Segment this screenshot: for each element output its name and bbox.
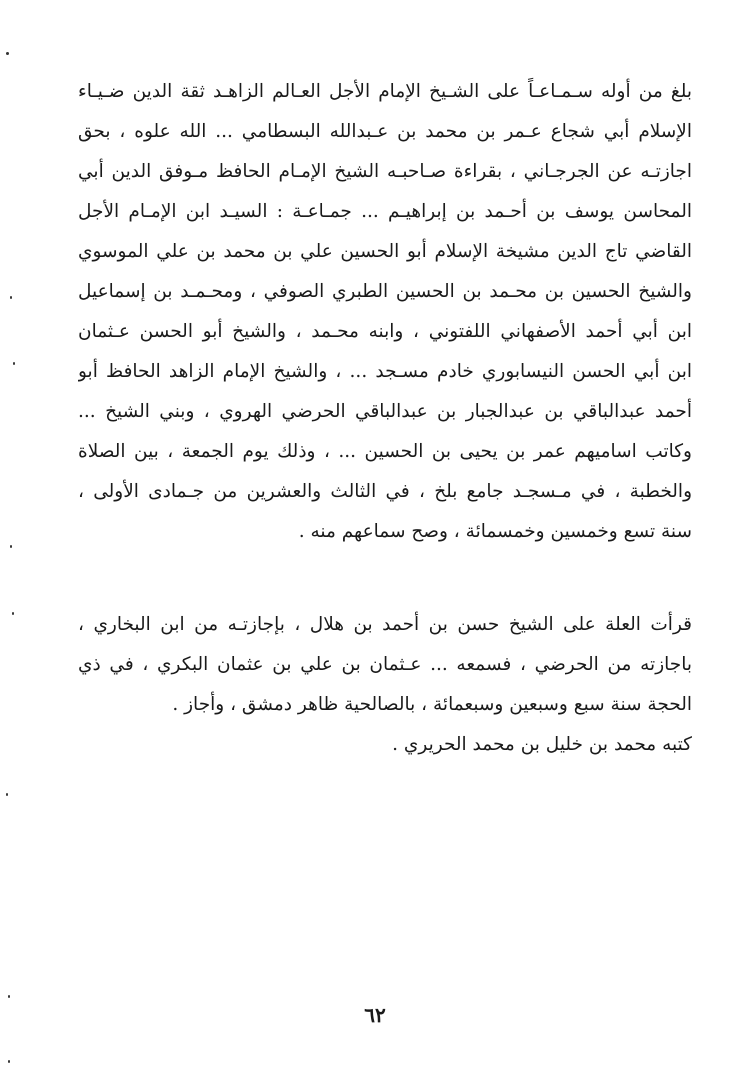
text-line: سنة تسع وخمسين وخمسمائة ، وصح سماعهم منه . [298, 521, 692, 542]
text-line: الحجة سنة سبع وسبعين وسبعمائة ، بالصالحية ظاهر دمشق ، وأجاز . [172, 694, 692, 715]
signature-line: كتبه محمد بن خليل بن محمد الحريري . [392, 734, 692, 755]
text-line: الإسلام أبي شجاع عـمر بن محمد بن عـبدالله البسطامي ... الله علوه ، بحق [78, 121, 692, 142]
scan-speck [10, 296, 12, 299]
text-line: ابن أبي أحمد الأصفهاني اللفتوني ، وابنه محـمد ، والشيخ أبو الحسن عـثمان [78, 321, 692, 342]
text-line: ابن أبي الحسن النيسابوري خادم مسـجد ... ، والشيخ الإمام الزاهد الحافظ أبو [78, 361, 692, 382]
text-line: بلغ من أوله سـمـاعـاً على الشـيخ الإمام الأجل العـالم الزاهـد ثقة الدين ضـيـاء [78, 81, 692, 102]
scan-speck [13, 362, 15, 365]
scan-speck [6, 52, 9, 55]
text-line: باجازته من الحرضي ، فسمعه ... عـثمان بن علي بن عثمان البكري ، في ذي [78, 654, 692, 675]
text-line: المحاسن يوسف بن أحـمد بن إبراهيـم ... جمـاعـة : السيـد ابن الإمـام الأجل [78, 201, 692, 222]
text-line: القاضي تاج الدين مشيخة الإسلام أبو الحسين علي بن محمد بن علي الموسوي [78, 241, 692, 262]
scan-speck [6, 793, 8, 796]
text-line: والشيخ الحسين بن محـمد بن الحسين الطبري الصوفي ، ومحـمـد بن إسماعيل [78, 281, 692, 302]
text-line: أحمد عبدالباقي بن عبدالجبار بن عبدالباقي الحرضي الهروي ، وبني الشيخ ... [78, 401, 692, 422]
text-line: والخطبة ، في مـسجـد جامع بلخ ، في الثالث والعشرين من جـمادى الأولى ، [78, 481, 692, 502]
scan-speck [8, 1060, 10, 1063]
text-line: وكاتب اساميهم عمر بن يحيى بن الحسين ... ، وذلك يوم الجمعة ، بين الصلاة [78, 441, 692, 462]
paragraph-audition-note [78, 72, 692, 552]
scan-speck [12, 612, 14, 615]
page-number: ٦٢ [364, 1003, 386, 1027]
scan-speck [8, 995, 10, 998]
scan-speck [10, 545, 12, 548]
text-line: قرأت العلة على الشيخ حسن بن أحمد بن هلال ، بإجازتـه من ابن البخاري ، [78, 614, 692, 635]
paragraph-reading-note [78, 605, 692, 725]
text-line: اجازتـه عن الجرجـاني ، بقراءة صـاحبـه الشيخ الإمـام الحافظ مـوفق الدين أبي [78, 161, 692, 182]
